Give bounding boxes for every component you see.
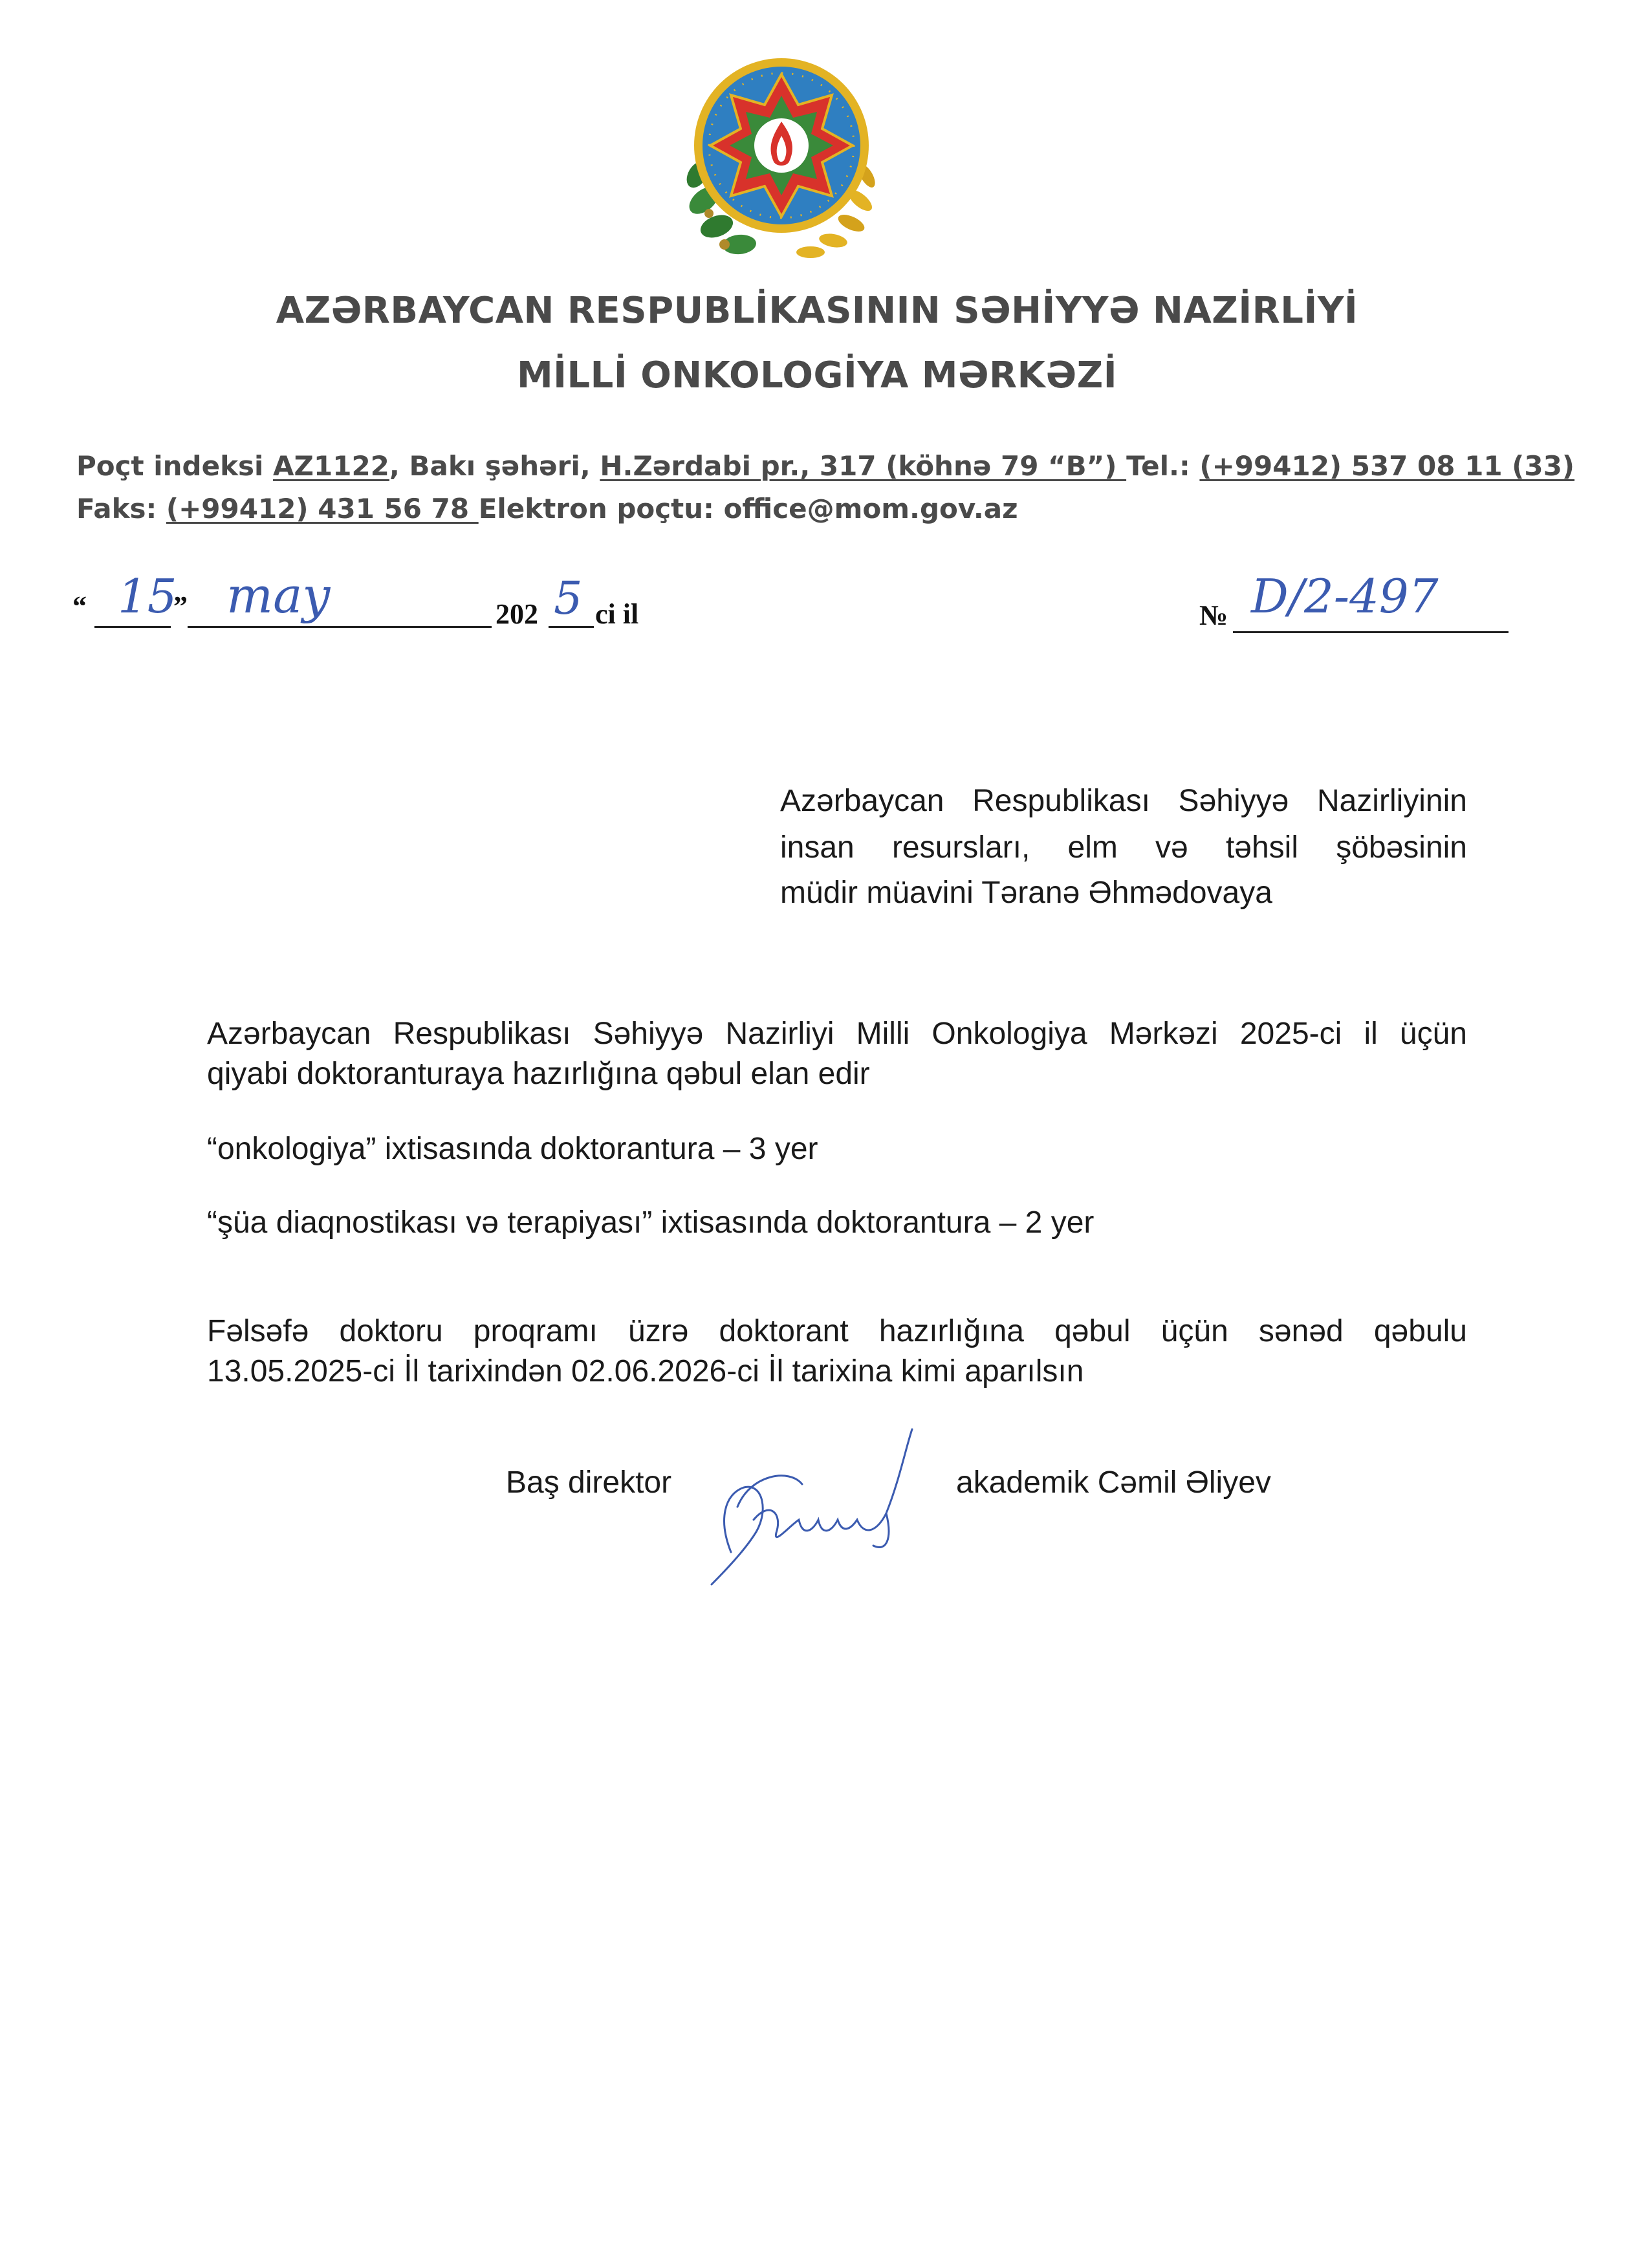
month-underline	[188, 626, 492, 628]
addressee-line1: Azərbaycan Respublikası Səhiyyə Nazirliyinin	[780, 784, 1467, 818]
tel-number: (+99412) 537 08 11 (33)	[1199, 450, 1574, 482]
date-suffix: ci il	[595, 598, 639, 630]
date-month: may	[226, 567, 331, 624]
date-close-quote: ”	[173, 590, 188, 622]
announcement-line1: Azərbaycan Respublikası Səhiyyə Nazirliyi Milli Onkologiya Mərkəzi 2025-ci il üçün	[207, 1017, 1467, 1051]
date-year-digit: 5	[554, 572, 583, 625]
org-name-line2: MİLLİ ONKOLOGİYA MƏRKƏZİ	[516, 354, 1118, 396]
postal-label: Poçt indeksi	[76, 450, 274, 482]
state-emblem	[678, 39, 885, 272]
city: , Bakı şəhəri,	[389, 450, 600, 482]
date-day: 15	[118, 569, 177, 623]
signatory-title: Baş direktor	[506, 1465, 672, 1500]
specialty-item-radiology: “şüa diaqnostikası və terapiyası” ixtisasında doktorantura – 2 yer	[207, 1205, 1095, 1240]
date-year-prefix: 202	[496, 598, 538, 630]
announcement-line2: qiyabi doktoranturaya hazırlığına qəbul elan edir	[207, 1057, 870, 1091]
addressee-line3: müdir müavini Təranə Əhmədovaya	[780, 876, 1272, 910]
document-intake-line2: 13.05.2025-ci İl tarixindən 02.06.2026-ci İl tarixina kimi aparılsın	[207, 1354, 1084, 1388]
document-number: D/2-497	[1251, 569, 1439, 623]
fax-label: Faks:	[76, 493, 166, 524]
tel-label: Tel.:	[1126, 450, 1200, 482]
postal-code: AZ1122	[273, 450, 389, 482]
addressee-line2: insan resursları, elm və təhsil şöbəsinin	[780, 830, 1467, 865]
document-intake-line1: Fəlsəfə doktoru proqramı üzrə doktorant hazırlığına qəbul üçün sənəd qəbulu	[207, 1314, 1467, 1348]
fax-number: (+99412) 431 56 78	[166, 493, 479, 524]
signatory-name: akademik Cəmil Əliyev	[956, 1465, 1271, 1500]
year-underline	[549, 626, 594, 628]
contact-line2	[76, 493, 1018, 524]
org-name-line1: AZƏRBAYCAN RESPUBLİKASININ SƏHİYYƏ NAZİRLİYİ	[276, 290, 1358, 332]
email-text: Elektron poçtu: office@mom.gov.az	[478, 493, 1018, 524]
handwritten-signature	[692, 1423, 925, 1597]
number-underline	[1233, 631, 1509, 633]
street-address: H.Zərdabi pr., 317 (köhnə 79 “B”)	[600, 450, 1127, 482]
number-sign: №	[1199, 599, 1228, 631]
date-open-quote: “	[72, 590, 87, 622]
day-underline	[94, 626, 171, 628]
specialty-item-oncology: “onkologiya” ixtisasında doktorantura – 3 yer	[207, 1132, 818, 1166]
contact-line1	[76, 450, 1574, 482]
